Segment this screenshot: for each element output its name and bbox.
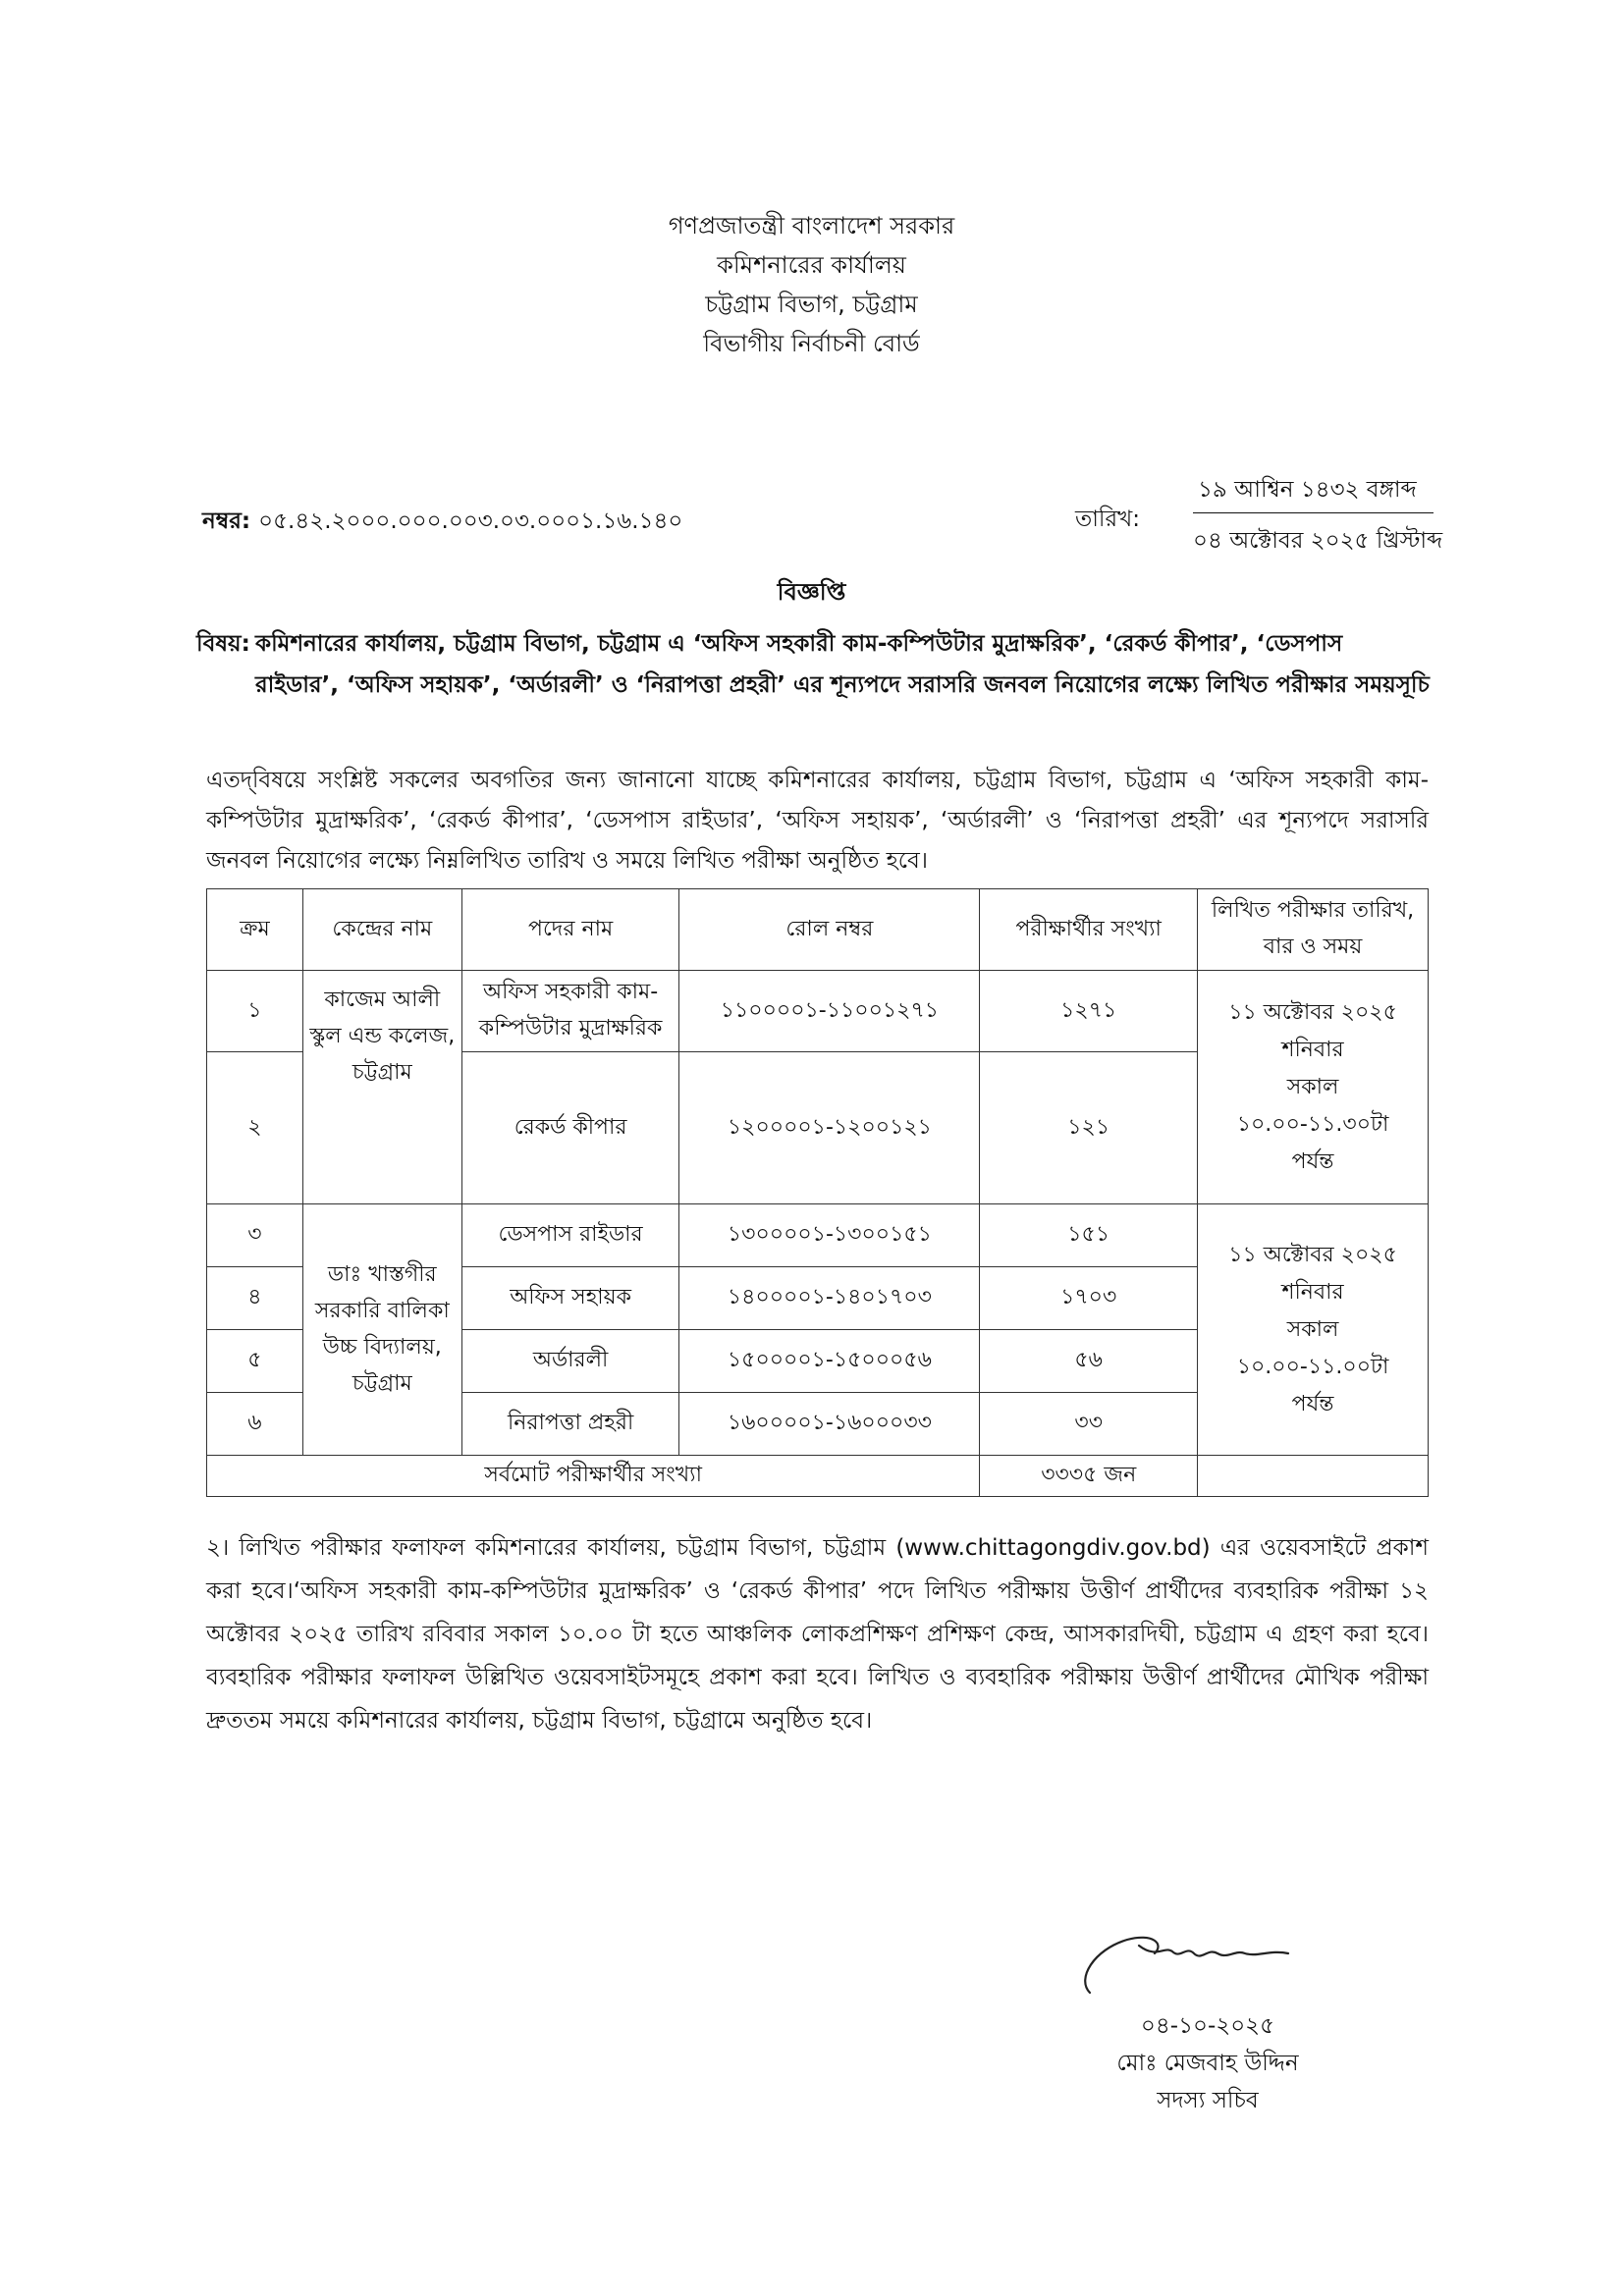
cell-roll: ১১০০০০১-১১০০১২৭১ [679,971,980,1052]
intro-paragraph: এতদ্‌বিষয়ে সংশ্লিষ্ট সকলের অবগতির জন্য জানানো যাচ্ছে কমিশনারের কার্যালয়, চট্টগ্রাম বিভাগ, চট্টগ্রাম এ ‘অফিস সহকারী কাম-কম্পিউটার মুদ্রাক্ষরিক’, ‘রেকর্ড কীপার’, ‘ডেসপাস রাইডার’, ‘অফিস সহায়ক’, ‘অর্ডারলী’ ও ‘নিরাপত্তা প্রহরী’ এর শূন্যপদে সরাসরি জনবল নিয়োগের লক্ষ্যে নিম্নলিখিত তারিখ ও সময়ে লিখিত পরীক্ষা অনুষ্ঠিত হবে। [206,768,1429,874]
cell-serial: ৩ [207,1204,303,1267]
total-value: ৩৩৩৫ জন [980,1456,1198,1497]
cell-serial: ৫ [207,1330,303,1393]
cell-roll: ১৪০০০০১-১৪০১৭০৩ [679,1267,980,1330]
exam-schedule-table [206,888,1429,1497]
cell-count: ৩৩ [980,1393,1198,1456]
header-schedule: লিখিত পরীক্ষার তারিখ, বার ও সময় [1198,889,1429,971]
cell-post: নিরাপত্তা প্রহরী [461,1393,679,1456]
memo-number-label: নম্বর: [202,508,251,534]
results-paragraph: ২। লিখিত পরীক্ষার ফলাফল কমিশনারের কার্যালয়, চট্টগ্রাম বিভাগ, চট্টগ্রাম (www.chittagongdiv.gov.bd) এর ওয়েবসাইটে প্রকাশ করা হবে।‘অফিস সহকারী কাম-কম্পিউটার মুদ্রাক্ষরিক’ ও ‘রেকর্ড কীপার’ পদে লিখিত পরীক্ষায় উত্তীর্ণ প্রার্থীদের ব্যবহারিক পরীক্ষা ১২ অক্টোবর ২০২৫ তারিখ রবিবার সকাল ১০.০০ টা হতে আঞ্চলিক লোকপ্রশিক্ষণ প্রশিক্ষণ কেন্দ্র, আসকারদিঘী, চট্টগ্রাম এ গ্রহণ করা হবে। ব্যবহারিক পরীক্ষার ফলাফল উল্লিখিত ওয়েবসাইটসমূহে প্রকাশ করা হবে। লিখিত ও ব্যবহারিক পরীক্ষায় উত্তীর্ণ প্রার্থীদের মৌখিক পরীক্ষা দ্রুততম সময়ে কমিশনারের কার্যালয়, চট্টগ্রাম বিভাগ, চট্টগ্রামে অনুষ্ঠিত হবে। [206,1535,1429,1734]
table-row [207,971,1429,1052]
header-line-board: বিভাগীয় নির্বাচনী বোর্ড [703,330,920,357]
cell-count: ১৫১ [980,1204,1198,1267]
cell-roll: ১২০০০০১-১২০০১২১ [679,1052,980,1204]
cell-count: ১৭০৩ [980,1267,1198,1330]
signatory-block [1060,2007,1355,2119]
table-header-row [207,889,1429,971]
cell-roll: ১৬০০০০১-১৬০০০৩৩ [679,1393,980,1456]
memo-number [202,503,682,541]
cell-post: অফিস সহায়ক [461,1267,679,1330]
cell-serial: ২ [207,1052,303,1204]
cell-count: ৫৬ [980,1330,1198,1393]
subject-text: কমিশনারের কার্যালয়, চট্টগ্রাম বিভাগ, চট্টগ্রাম এ ‘অফিস সহকারী কাম-কম্পিউটার মুদ্রাক্ষরিক’, ‘রেকর্ড কীপার’, ‘ডেসপাস রাইডার’, ‘অফিস সহায়ক’, ‘অর্ডারলী’ ও ‘নিরাপত্তা প্রহরী’ এর শূন্যপদে সরাসরি জনবল নিয়োগের লক্ষ্যে লিখিত পরীক্ষার সময়সূচি [255,631,1430,698]
cell-roll: ১৫০০০০১-১৫০০০৫৬ [679,1330,980,1393]
header-line-government: গণপ্রজাতন্ত্রী বাংলাদেশ সরকার [668,212,955,240]
cell-count: ১২৭১ [980,971,1198,1052]
header-line-division: চট্টগ্রাম বিভাগ, চট্টগ্রাম [705,291,918,318]
cell-post: ডেসপাস রাইডার [461,1204,679,1267]
cell-center: কাজেম আলী স্কুল এন্ড কলেজ, চট্টগ্রাম [302,971,461,1204]
memo-number-value: ০৫.৪২.২০০০.০০০.০০৩.০৩.০০০১.১৬.১৪০ [258,508,683,534]
schedule-time: ১০.০০-১১.৩০টা [1236,1111,1389,1137]
schedule-until: পর্যন্ত [1291,1391,1334,1416]
notice-title: বিজ্ঞপ্তি [777,578,846,606]
header-center: কেন্দ্রের নাম [302,889,461,971]
cell-serial: ৬ [207,1393,303,1456]
schedule-period: সকাল [1286,1074,1339,1099]
schedule-day: শনিবার [1281,1279,1344,1305]
schedule-day: শনিবার [1281,1037,1344,1062]
signatory-name: মোঃ মেজবাহ উদ্দিন [1116,2051,1299,2076]
handwritten-signature [1070,1924,1325,2002]
signature-date: ০৪-১০-২০২৫ [1140,2013,1275,2039]
header-post: পদের নাম [461,889,679,971]
schedule-date: ১১ অক্টোবর ২০২৫ [1228,1242,1397,1267]
subject-label: বিষয়: [196,631,250,657]
cell-post: অর্ডারলী [461,1330,679,1393]
signatory-designation: সদস্য সচিব [1157,2088,1259,2113]
table-row [207,1204,1429,1267]
schedule-date: ১১ অক্টোবর ২০২৫ [1228,999,1397,1025]
office-header [0,206,1623,363]
schedule-until: পর্যন্ত [1291,1148,1334,1174]
date-label: তারিখ: [1075,507,1141,532]
cell-schedule [1198,971,1429,1204]
cell-schedule [1198,1204,1429,1456]
cell-post: অফিস সহকারী কাম-কম্পিউটার মুদ্রাক্ষরিক [461,971,679,1052]
date-divider [1193,512,1434,513]
schedule-time: ১০.০০-১১.০০টা [1236,1354,1389,1379]
header-serial: ক্রম [207,889,303,971]
schedule-period: সকাল [1286,1316,1339,1342]
header-roll: রোল নম্বর [679,889,980,971]
cell-post: রেকর্ড কীপার [461,1052,679,1204]
total-label: সর্বমোট পরীক্ষার্থীর সংখ্যা [207,1456,980,1497]
date-english: ০৪ অক্টোবর ২০২৫ খ্রিস্টাব্দ [1193,528,1443,554]
date-bangla: ১৯ আশ্বিন ১৪৩২ বঙ্গাব্দ [1198,477,1417,503]
cell-roll: ১৩০০০০১-১৩০০১৫১ [679,1204,980,1267]
table-total-row [207,1456,1429,1497]
cell-serial: ৪ [207,1267,303,1330]
cell-count: ১২১ [980,1052,1198,1204]
cell-center: ডাঃ খাস্তগীর সরকারি বালিকা উচ্চ বিদ্যালয়, চট্টগ্রাম [302,1204,461,1456]
cell-serial: ১ [207,971,303,1052]
total-empty-cell [1198,1456,1429,1497]
header-count: পরীক্ষার্থীর সংখ্যা [980,889,1198,971]
date-block [1075,471,1448,560]
header-line-office: কমিশনারের কার্যালয় [717,251,906,279]
